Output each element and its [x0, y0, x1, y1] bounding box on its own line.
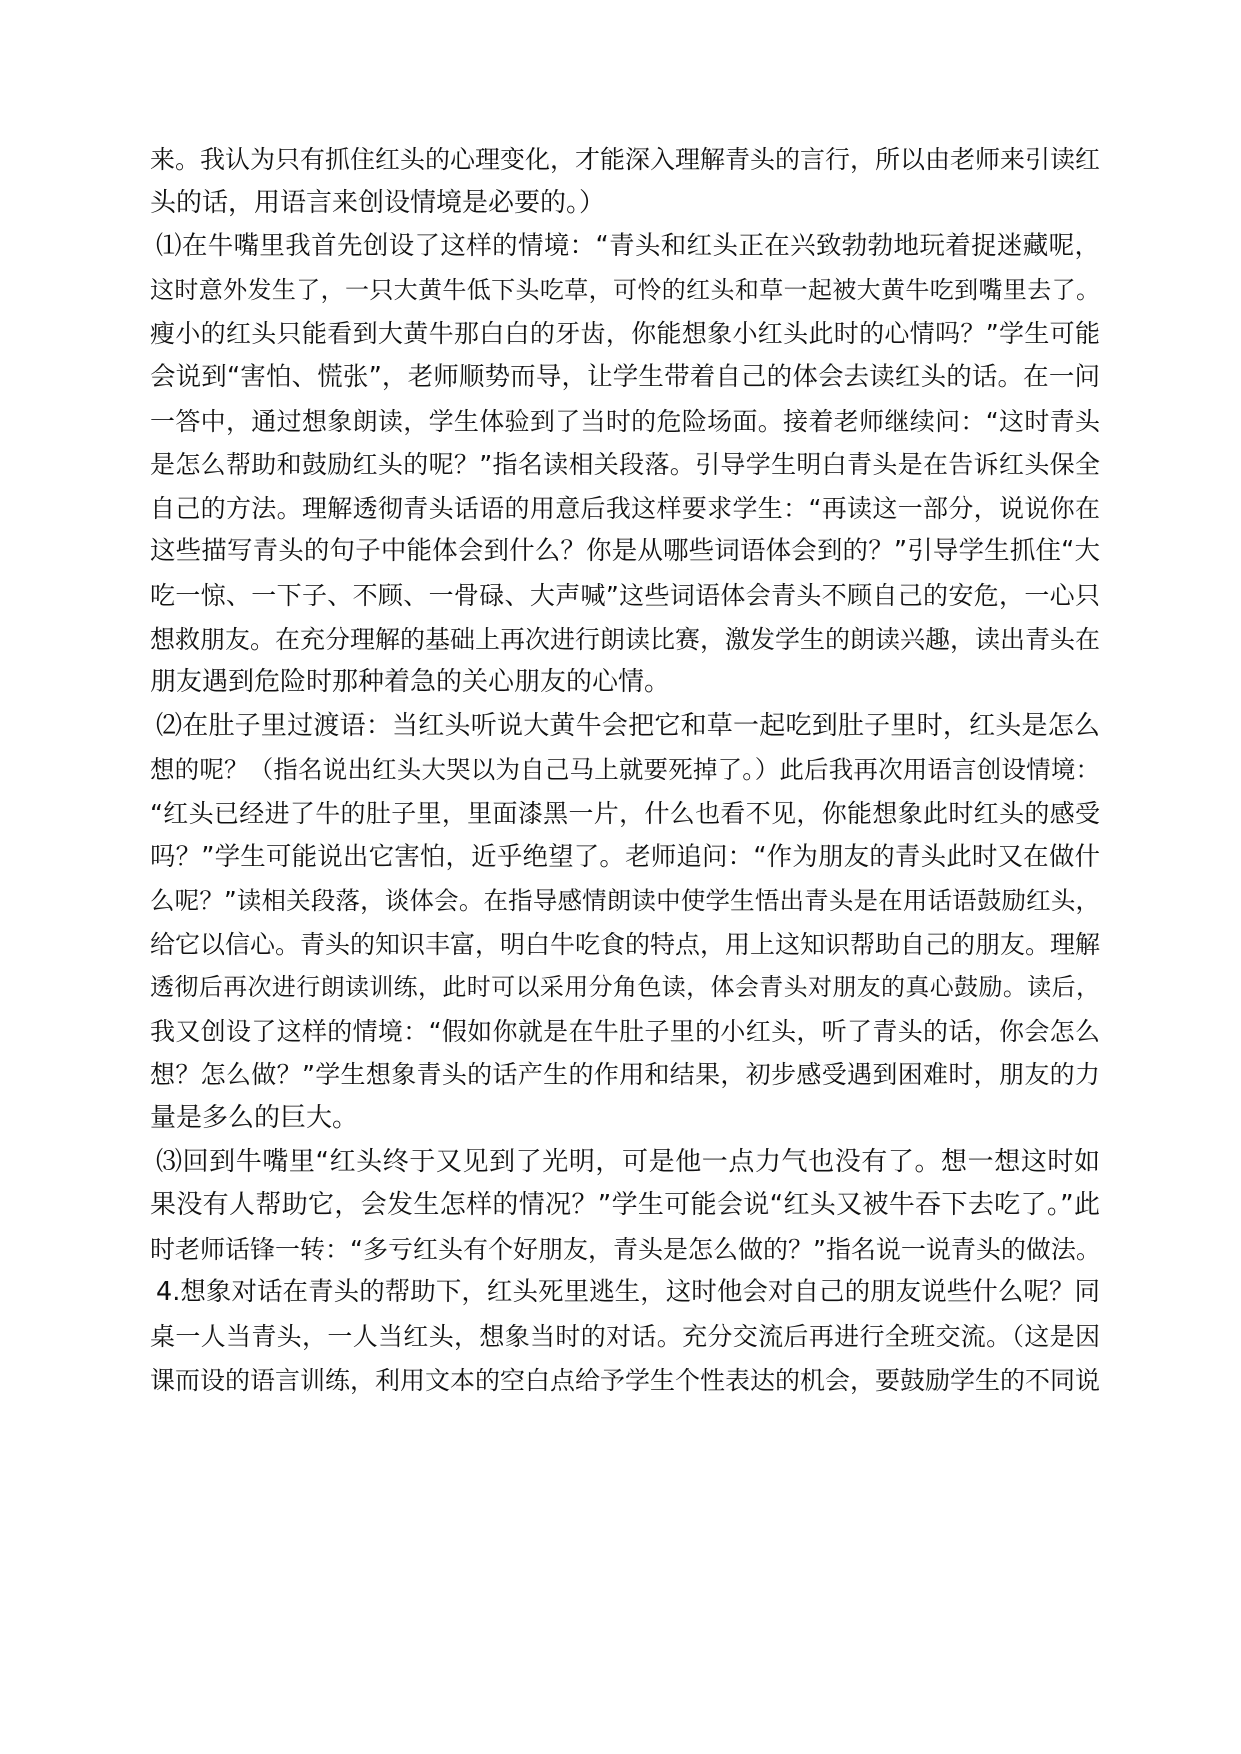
text-line: 透彻后再次进行朗读训练，此时可以采用分角色读，体会青头对朋友的真心鼓励。读后，	[150, 973, 1100, 1002]
text-line: ⑶回到牛嘴里“红头终于又见到了光明，可是他一点力气也没有了。想一想这时如	[156, 1146, 1100, 1177]
text-line: 量是多么的巨大。	[150, 1103, 359, 1134]
text-line: 给它以信心。青头的知识丰富，明白牛吃食的特点，用上这知识帮助自己的朋友。理解	[150, 929, 1101, 959]
text-line: 桌一人当青头，一人当红头，想象当时的对话。充分交流后再进行全班交流。（这是因	[150, 1322, 1100, 1352]
text-line: 是怎么帮助和鼓励红头的呢？”指名读相关段落。引导学生明白青头是在告诉红头保全	[150, 450, 1100, 480]
body-text	[150, 138, 1100, 1402]
text-line: 朋友遇到危险时那种着急的关心朋友的心情。	[150, 667, 671, 698]
text-line: 会说到“害怕、慌张”，老师顺势而导，让学生带着自己的体会去读红头的话。在一问	[150, 361, 1100, 392]
text-line: 自己的方法。理解透彻青头话语的用意后我这样要求学生：“再读这一部分，说说你在	[150, 493, 1100, 523]
text-line: 一答中，通过想象朗读，学生体验到了当时的危险场面。接着老师继续问：“这时青头	[150, 406, 1100, 436]
text-line: 时老师话锋一转：“多亏红头有个好朋友，青头是怎么做的？”指名说一说青头的做法。	[150, 1234, 1101, 1264]
text-line: 头的话，用语言来创设情境是必要的。）	[150, 187, 606, 218]
text-line: 吗？”学生可能说出它害怕，近乎绝望了。老师追问：“作为朋友的青头此时又在做什	[150, 841, 1100, 872]
text-line: ⑴在牛嘴里我首先创设了这样的情境：“青头和红头正在兴致勃勃地玩着捉迷藏呢，	[156, 231, 1100, 262]
text-line: 想？怎么做？”学生想象青头的话产生的作用和结果，初步感受遇到困难时，朋友的力	[150, 1060, 1100, 1090]
text-line: 课而设的语言训练，利用文本的空白点给予学生个性表达的机会，要鼓励学生的不同说	[150, 1365, 1101, 1395]
text-line: 我又创设了这样的情境：“假如你就是在牛肚子里的小红头，听了青头的话，你会怎么	[150, 1016, 1100, 1046]
text-line: 这些描写青头的句子中能体会到什么？你是从哪些词语体会到的？”引导学生抓住“大	[150, 536, 1100, 567]
text-line: ⑵在肚子里过渡语：当红头听说大黄牛会把它和草一起吃到肚子里时，红头是怎么	[156, 710, 1100, 741]
text-line: 想救朋友。在充分理解的基础上再次进行朗读比赛，激发学生的朗读兴趣，读出青头在	[150, 624, 1101, 654]
text-line: 来。我认为只有抓住红头的心理变化，才能深入理解青头的言行，所以由老师来引读红	[150, 145, 1101, 174]
text-line: 果没有人帮助它，会发生怎样的情况？”学生可能会说“红头又被牛吞下去吃了。”此	[150, 1190, 1100, 1221]
text-line: 么呢？”读相关段落，谈体会。在指导感情朗读中使学生悟出青头是在用话语鼓励红头，	[150, 886, 1100, 916]
text-line: 瘦小的红头只能看到大黄牛那白白的牙齿，你能想象小红头此时的心情吗？”学生可能	[150, 319, 1100, 349]
text-line: “红头已经进了牛的肚子里，里面漆黑一片，什么也看不见，你能想象此时红头的感受	[150, 798, 1100, 828]
text-line: 4.想象对话在青头的帮助下，红头死里逃生，这时他会对自己的朋友说些什么呢？同	[156, 1277, 1100, 1308]
text-line: 吃一惊、一下子、不顾、一骨碌、大声喊”这些词语体会青头不顾自己的安危，一心只	[150, 580, 1100, 610]
text-line: 这时意外发生了，一只大黄牛低下头吃草，可怜的红头和草一起被大黄牛吃到嘴里去了。	[150, 275, 1100, 304]
text-line: 想的呢？（指名说出红头大哭以为自己马上就要死掉了。）此后我再次用语言创设情境：	[150, 755, 1100, 785]
